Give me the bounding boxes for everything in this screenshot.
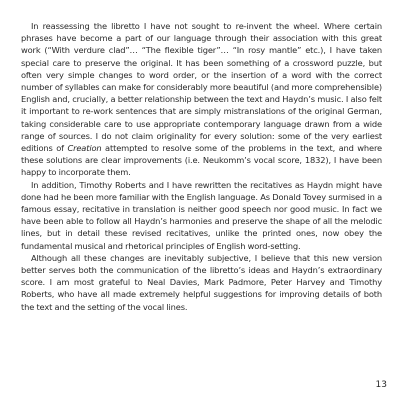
paragraph-recitatives: In addition, Timothy Roberts and I have rewritten the recitatives as Haydn might have done had he been more familiar with the English language. As Donald Tovey surmised in a famous essay, recitative in translation is neither good speech nor good music. In fact we have been able to follow all Haydn’s harmonies and preserve the shape of all the melodic lines, but in detail these revised recitatives, unlike the printed ones, now obey the fundamental musical and rhetorical principles of English word-setting.: [21, 179, 382, 251]
paragraph-text-end: attempted to resolve some of the problems in the text, and where these solutions are clear improvements (i.e. Neukomm’s vocal score, 1832), I have been happy to incorporate them.: [21, 143, 382, 178]
paragraph-acknowledgements: Although all these changes are inevitably subjective, I believe that this new version better serves both the communication of the libretto’s ideas and Haydn’s extraordinary score. I am most grateful to Neal Davies, Mark Padmore, Peter Harvey and Timothy Roberts, who have all made extremely helpful suggestions for improving details of both the text and the setting of the vocal lines.: [21, 252, 382, 312]
paragraph-text-start: In reassessing the libretto I have not sought to re-invent the wheel. Where certain phrases have become a part of our language through their association with this great work (“With verdure clad”… “The flexible tiger”… “In rosy mantle” etc.), I have taken special care to preserve the original. It has been something of a crossword puzzle, but often very simple changes to word order, or the insertion of a word with the correct number of syllables can make for considerably more beautiful (and more comprehensible) English and, crucially, a better relationship between the text and Haydn’s music. I also felt it important to re-work sentences that are simply mistranslations of the original German, taking considerable care to use appropriate contemporary language drawn from a wide range of sources. I do not claim originality for every solution: some of the very earliest editions of: [21, 21, 382, 154]
work-title-emphasis: Creation: [67, 143, 102, 154]
body-text: [21, 20, 382, 313]
page-number: 13: [375, 380, 387, 390]
paragraph-libretto-reassessment: [21, 20, 382, 179]
